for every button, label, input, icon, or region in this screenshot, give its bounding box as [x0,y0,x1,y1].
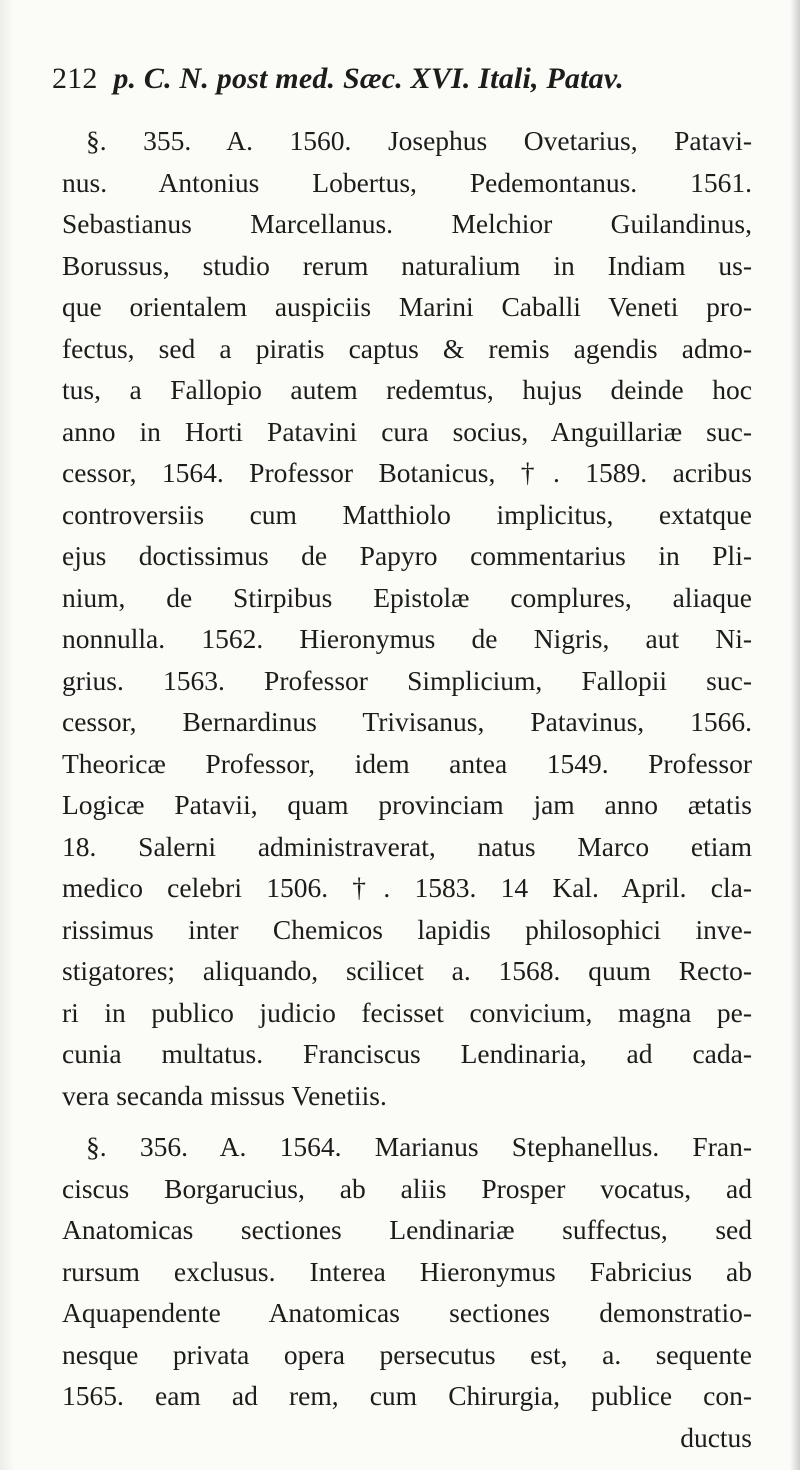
text-line: que orientalem auspiciis Marini Caballi Veneti pro- [62,291,752,322]
text-line: cessor, Bernardinus Trivisanus, Patavinus, 1566. [62,706,752,737]
text-line: fectus, sed a piratis captus & remis agendis admo- [62,332,752,364]
text-line: rursum exclusus. Interea Hieronymus Fabricius ab [62,1255,752,1287]
text-line: nesque privata opera persecutus est, a. sequente [62,1338,752,1370]
text-line: cunia multatus. Franciscus Lendinaria, ad cada- [62,1038,752,1069]
text-line: Borussus, studio rerum naturalium in Indiam us- [62,249,752,281]
text-line: medico celebri 1506. †. 1583. 14 Kal. April. cla- [62,872,752,903]
page-body [62,120,752,1458]
text-line: ejus doctissimus de Papyro commentarius in Pli- [62,540,752,571]
text-line: Theoricæ Professor, idem antea 1549. Professor [62,747,752,779]
text-line: stigatores; aliquando, scilicet a. 1568. quum Recto- [62,955,752,986]
paragraph-356 [62,1126,752,1458]
text-line: §. 355. A. 1560. Josephus Ovetarius, Patavi- [86,125,752,156]
page-edge-shadow [790,0,800,1470]
paragraph-355 [62,120,752,1116]
page-header [52,62,624,96]
text-line: §. 356. A. 1564. Marianus Stephanellus. Fran- [86,1131,752,1162]
text-line: Logicæ Patavii, quam provinciam jam anno ætatis [62,789,752,820]
text-line: anno in Horti Patavini cura socius, Anguillariæ suc- [62,415,752,447]
running-title: p. C. N. post med. Sæc. XVI. Itali, Patav. [113,62,624,95]
text-line: Anatomicas sectiones Lendinariæ suffectus, sed [62,1214,752,1245]
text-line: nus. Antonius Lobertus, Pedemontanus. 1561. [62,166,752,198]
text-line: ri in publico judicio fecisset convicium, magna pe- [62,996,752,1028]
text-line: rissimus inter Chemicos lapidis philosophici inve- [62,913,752,945]
text-line: Sebastianus Marcellanus. Melchior Guilandinus, [62,208,752,239]
text-line: ciscus Borgarucius, ab aliis Prosper vocatus, ad [62,1172,752,1204]
text-line: vera secanda missus Venetiis. [62,1079,387,1111]
text-line: 1565. eam ad rem, cum Chirurgia, publice con- [62,1380,752,1411]
text-line: tus, a Fallopio autem redemtus, hujus deinde hoc [62,374,752,405]
text-line: Aquapendente Anatomicas sectiones demonstratio- [62,1297,752,1328]
text-line: cessor, 1564. Professor Botanicus, †. 1589. acribus [62,457,752,488]
text-line: nium, de Stirpibus Epistolæ complures, aliaque [62,581,752,613]
text-line: nonnulla. 1562. Hieronymus de Nigris, aut Ni- [62,623,752,654]
catchword: ductus [680,1421,752,1453]
text-line: 18. Salerni administraverat, natus Marco etiam [62,830,752,862]
text-line: grius. 1563. Professor Simplicium, Fallopii suc- [62,664,752,696]
page-number: 212 [52,62,98,95]
text-line: controversiis cum Matthiolo implicitus, extatque [62,498,752,530]
